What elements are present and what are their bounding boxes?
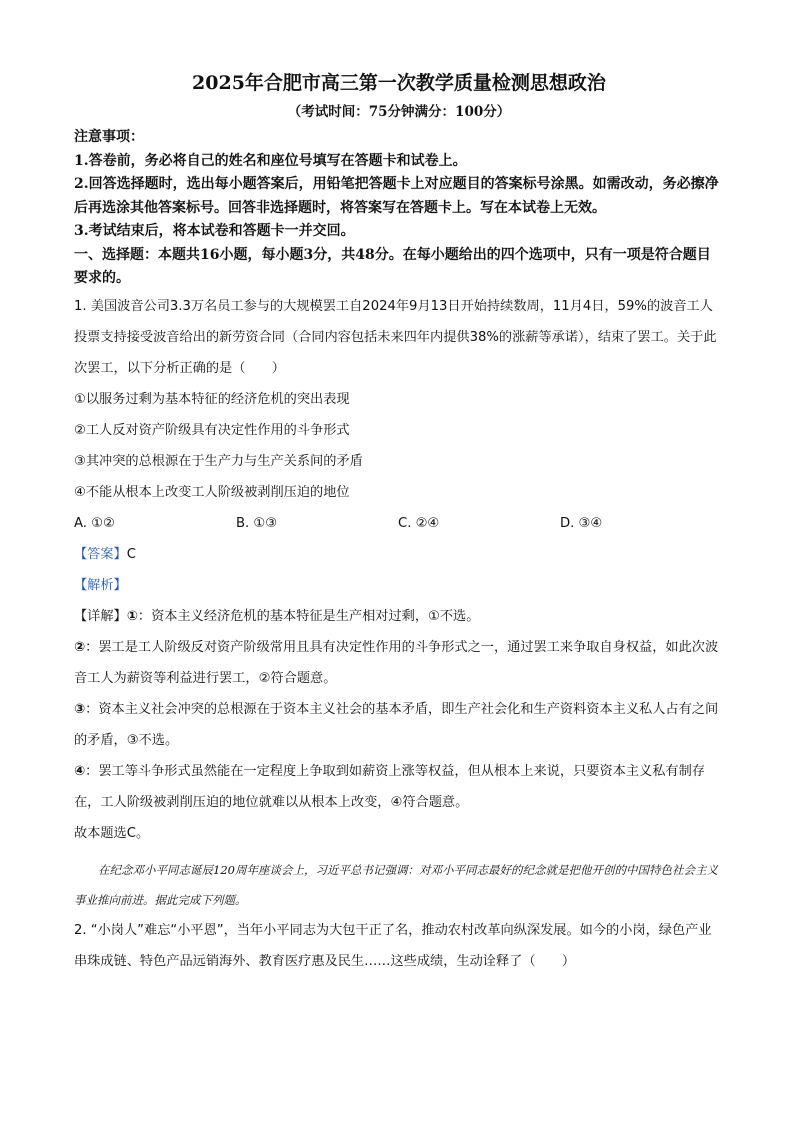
detail-1	[74, 601, 724, 632]
option-a: A. ①②	[74, 515, 115, 531]
analysis-label: 【解析】	[74, 577, 127, 593]
option-d: D. ③④	[560, 515, 603, 531]
detail-3-mark: ③	[74, 701, 86, 717]
note-item-2: 2.回答选择题时，选出每小题答案后，用铅笔把答题卡上对应题目的答案标号涂黑。如需改动，务必擦净后再选涂其他答案标号。回答非选择题时，将答案写在答题卡上。写在本试卷上无效。	[74, 176, 719, 216]
question-2	[74, 915, 724, 977]
analysis-line	[74, 570, 724, 601]
exam-subtitle: （考试时间：75分钟满分：100分）	[287, 104, 511, 120]
question-1	[74, 291, 724, 849]
exam-title: 2025年合肥市高三第一次教学质量检测思想政治	[192, 72, 606, 94]
detail-2-mark: ②	[74, 639, 86, 655]
note-item-1: 1.答卷前，务必将自己的姓名和座位号填写在答题卡和试卷上。	[74, 152, 467, 169]
detail-4-text: ：罢工等斗争形式虽然能在一定程度上争取到如薪资上涨等权益，但从根本上来说，只要资本主义私有制存在，工人阶级被剥削压迫的地位就难以从根本上改变，④符合题意。	[74, 763, 705, 810]
statement-2: ②工人反对资产阶级具有决定性作用的斗争形式	[74, 422, 350, 438]
detail-1-mark: ①	[126, 608, 138, 624]
detail-4	[74, 756, 724, 818]
detail-3	[74, 694, 724, 756]
notes-heading: 注意事项：	[74, 129, 144, 145]
answer-line	[74, 539, 724, 570]
section-heading: 一、选择题：本题共16小题，每小题3分，共48分。在每小题给出的四个选项中，只有一项是符合题目要求的。	[74, 246, 711, 286]
detail-2-text: ：罢工是工人阶级反对资产阶级常用且具有决定性作用的斗争形式之一，通过罢工来争取自身权益，如此次波音工人为薪资等利益进行罢工，②符合题意。	[74, 639, 719, 686]
statement-4: ④不能从根本上改变工人阶级被剥削压迫的地位	[74, 484, 350, 500]
detail-1-text: ：资本主义经济危机的基本特征是生产相对过剩，①不选。	[137, 608, 480, 624]
detail-2	[74, 632, 724, 694]
option-c: C. ②④	[398, 515, 440, 531]
material-passage: 在纪念邓小平同志诞辰120周年座谈会上，习近平总书记强调：对邓小平同志最好的纪念就是把他开创的中国特色社会主义事业推向前进。据此完成下列题。	[74, 862, 718, 907]
note-item-3: 3.考试结束后，将本试卷和答题卡一并交回。	[74, 223, 355, 239]
notes-section	[74, 126, 724, 244]
detail-4-mark: ④	[74, 763, 86, 779]
option-b: B. ①③	[236, 515, 278, 531]
detail-3-text: ：资本主义社会冲突的总根源在于资本主义社会的基本矛盾，即生产社会化和生产资料资本主义私人占有之间的矛盾，③不选。	[74, 701, 719, 748]
statement-1: ①以服务过剩为基本特征的经济危机的突出表现	[74, 391, 350, 407]
question-1-stem: 1. 美国波音公司3.3万名员工参与的大规模罢工自2024年9月13日开始持续数周，11月4日，59%的波音工人投票支持接受波音给出的新劳资合同（合同内容包括未来四年内提供38%的涨薪等承诺），结束了罢工。关于此次罢工，以下分析正确的是（ ）	[74, 298, 717, 376]
statement-3: ③其冲突的总根源在于生产力与生产关系间的矛盾	[74, 453, 363, 469]
answer-value: C	[126, 546, 136, 562]
answer-label: 【答案】	[74, 546, 127, 562]
exam-page	[74, 70, 724, 977]
detail-label: 【详解】	[74, 608, 127, 624]
conclusion: 故本题选C。	[74, 825, 150, 841]
question-2-stem: 2. “小岗人”难忘“小平恩”，当年小平同志为大包干正了名，推动农村改革向纵深发展。如今的小岗，绿色产业串珠成链、特色产品远销海外、教育医疗惠及民生……这些成绩，生动诠释了（ ）	[74, 922, 712, 969]
question-1-options	[74, 508, 724, 539]
